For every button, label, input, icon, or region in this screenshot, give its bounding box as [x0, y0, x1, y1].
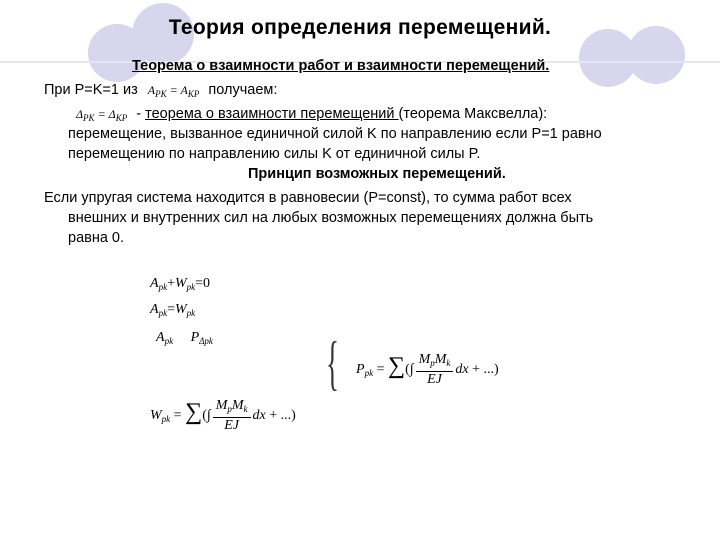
principle-line-3: равна 0.	[68, 230, 125, 246]
theorem-line-3: перемещение, вызванное единичной силой K по направлению если P=1 равно	[68, 126, 602, 142]
theorem-line-1	[44, 80, 277, 104]
theorem-line-1-prefix: При P=K=1 из	[44, 82, 138, 98]
equation-internal-work: $W_{pk}$ = ∑(∫ $\frac{M_pM_k}{EJ}$ dx + ...)	[150, 398, 296, 433]
curly-brace: {	[326, 330, 339, 396]
equation-work-equal: $A_{pk}=W_{pk}$	[150, 302, 196, 318]
principle-line-2: внешних и внутренних сил на любых возможных перемещениях должна быть	[68, 210, 594, 226]
theorem-heading: Теорема о взаимности работ и взаимности перемещений.	[132, 58, 550, 74]
equation-work-terms: $A_{pk}$ $P_{\Delta pk}$	[156, 330, 213, 346]
theorem-line-4: перемещению по направлению силы K от единичной силы P.	[68, 146, 481, 162]
reciprocity-work-formula: $A_{PK} = A_{KP}$	[147, 83, 200, 99]
principle-line-1: Если упругая система находится в равновесии (P=const), то сумма работ всех	[44, 190, 572, 206]
equation-work-sum: $A_{pk}+W_{pk}=0$	[150, 276, 211, 292]
slide-title: Теория определения перемещений.	[168, 16, 552, 39]
maxwell-formula: $\Delta_{PK} = \Delta_{KP}$	[76, 107, 128, 123]
theorem-line-1-suffix: получаем:	[208, 82, 278, 98]
maxwell-theorem-name: теорема о взаимности перемещений	[145, 106, 399, 122]
equation-external-work: $P_{pk}$ = ∑(∫ $\frac{M_pM_k}{EJ}$ dx + ...)	[356, 352, 499, 387]
principle-heading: Принцип возможных перемещений.	[248, 166, 506, 182]
theorem-line-2: $\Delta_{PK} = \Delta_{KP}$ - теорема о взаимности перемещений (теорема Максвелла):	[76, 106, 548, 123]
